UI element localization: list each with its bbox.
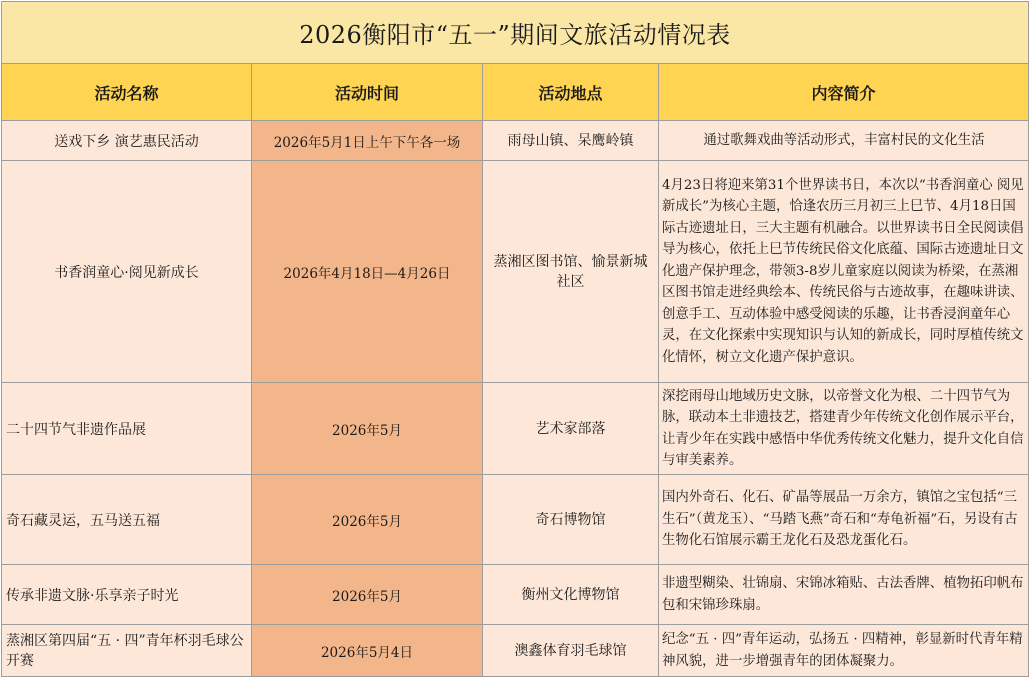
table-row bbox=[2, 121, 1029, 161]
table-row bbox=[2, 161, 1029, 383]
cell-activity-place: 雨母山镇、呆鹰岭镇 bbox=[483, 121, 659, 161]
activity-table bbox=[1, 1, 1029, 677]
cell-activity-name: 奇石藏灵运，五马送五福 bbox=[2, 475, 252, 565]
cell-activity-time: 2026年4月18日—4月26日 bbox=[252, 161, 483, 383]
cell-activity-place: 衡州文化博物馆 bbox=[483, 565, 659, 625]
cell-description: 通过歌舞戏曲等活动形式，丰富村民的文化生活 bbox=[659, 121, 1029, 161]
header-description: 内容简介 bbox=[659, 64, 1029, 121]
cell-activity-name: 二十四节气非遗作品展 bbox=[2, 383, 252, 475]
cell-description: 国内外奇石、化石、矿晶等展品一万余方，镇馆之宝包括“三生石”（黄龙玉）、“马踏飞燕”奇石和“寿龟祈福”石，另设有古生物化石馆展示霸王龙化石及恐龙蛋化石。 bbox=[659, 475, 1029, 565]
header-activity-name: 活动名称 bbox=[2, 64, 252, 121]
cell-activity-time: 2026年5月 bbox=[252, 383, 483, 475]
cell-activity-name: 传承非遗文脉·乐享亲子时光 bbox=[2, 565, 252, 625]
cell-activity-time: 2026年5月 bbox=[252, 475, 483, 565]
cell-activity-name: 送戏下乡 演艺惠民活动 bbox=[2, 121, 252, 161]
cell-activity-place: 奇石博物馆 bbox=[483, 475, 659, 565]
cell-description: 非遗型糊染、壮锦扇、宋锦冰箱贴、古法香牌、植物拓印帆布包和宋锦珍珠扇。 bbox=[659, 565, 1029, 625]
header-activity-place: 活动地点 bbox=[483, 64, 659, 121]
cell-activity-place: 蒸湘区图书馆、愉景新城社区 bbox=[483, 161, 659, 383]
cell-description: 深挖雨母山地域历史文脉，以帝誉文化为根、二十四节气为脉，联动本土非遗技艺，搭建青少年传统文化创作展示平台，让青少年在实践中感悟中华优秀传统文化魅力，提升文化自信与审美素养。 bbox=[659, 383, 1029, 475]
cell-activity-time: 2026年5月1日上午下午各一场 bbox=[252, 121, 483, 161]
table-row bbox=[2, 475, 1029, 565]
cell-activity-name: 蒸湘区第四届“五 · 四”青年杯羽毛球公开赛 bbox=[2, 625, 252, 677]
cell-activity-place: 澳鑫体育羽毛球馆 bbox=[483, 625, 659, 677]
cell-description: 纪念“五 · 四”青年运动，弘扬五 · 四精神，彰显新时代青年精神风貌，进一步增强青年的团体凝聚力。 bbox=[659, 625, 1029, 677]
table-row bbox=[2, 565, 1029, 625]
header-activity-time: 活动时间 bbox=[252, 64, 483, 121]
cell-activity-time: 2026年5月 bbox=[252, 565, 483, 625]
cell-activity-place: 艺术家部落 bbox=[483, 383, 659, 475]
cell-description: 4月23日将迎来第31个世界读书日，本次以“书香润童心 阅见新成长”为核心主题，恰逢农历三月初三上巳节、4月18日国际古迹遗址日，三大主题有机融合。以世界读书日全民阅读倡导为核心，依托上巳节传统民俗文化底蕴、国际古迹遗址日文化遗产保护理念，带领3-8岁儿童家庭以阅读为桥梁，在蒸湘区图书馆走进经典绘本、传统民俗与古迹故事，在趣味讲读、创意手工、互动体验中感受阅读的乐趣，让书香浸润童年心灵，在文化探索中实现知识与认知的新成长，同时厚植传统文化情怀，树立文化遗产保护意识。 bbox=[659, 161, 1029, 383]
table-row bbox=[2, 383, 1029, 475]
table-title: 2026衡阳市“五一”期间文旅活动情况表 bbox=[2, 2, 1029, 64]
table-row bbox=[2, 625, 1029, 677]
cell-activity-time: 2026年5月4日 bbox=[252, 625, 483, 677]
cell-activity-name: 书香润童心·阅见新成长 bbox=[2, 161, 252, 383]
